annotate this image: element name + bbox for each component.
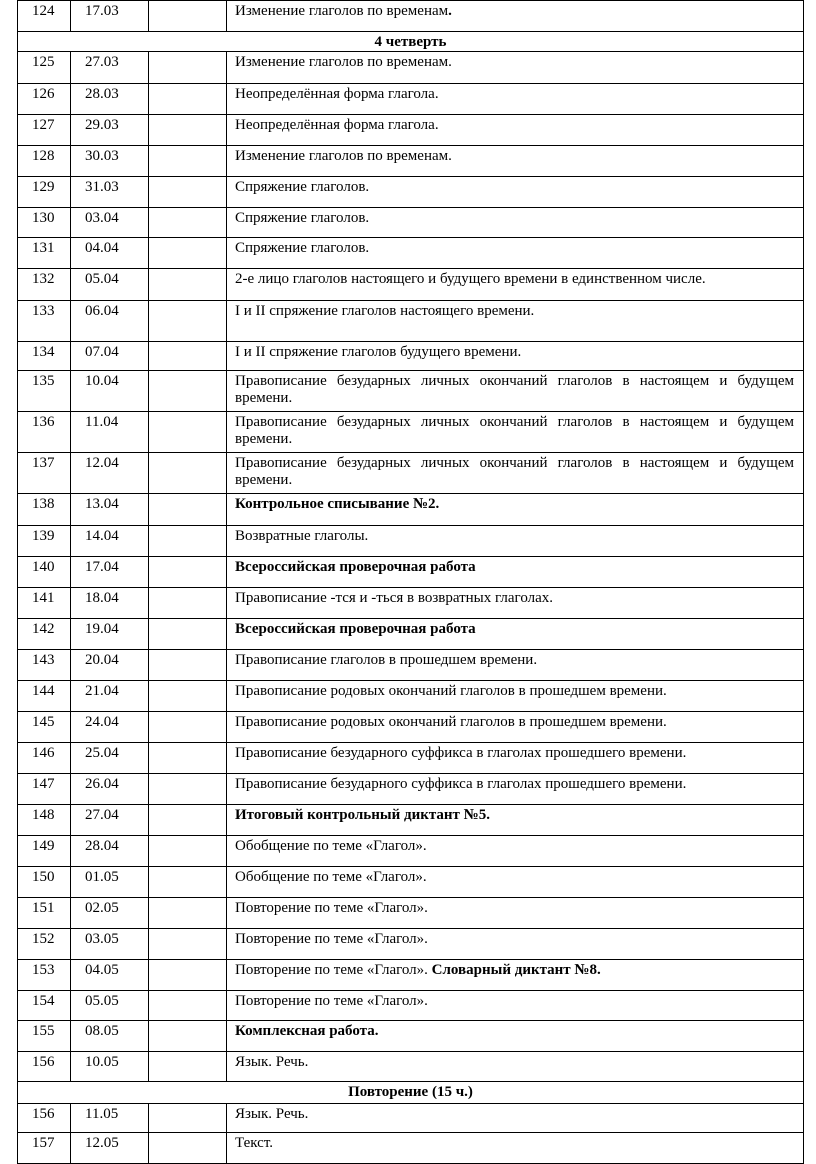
lesson-number: 124 [18,1,71,32]
lesson-topic [227,301,804,342]
topic-text: Текст. [235,1135,273,1151]
lesson-date: 19.04 [71,619,149,650]
lesson-number: 126 [18,84,71,115]
lesson-topic [227,342,804,371]
lesson-number: 130 [18,208,71,238]
table-row [18,929,804,960]
lesson-number: 134 [18,342,71,371]
lesson-topic [227,208,804,238]
lesson-topic [227,898,804,929]
empty-cell [149,526,227,557]
lesson-topic [227,371,804,412]
lesson-topic [227,146,804,177]
empty-cell [149,1,227,32]
lesson-topic [227,619,804,650]
lesson-date: 28.03 [71,84,149,115]
empty-cell [149,146,227,177]
lesson-date: 18.04 [71,588,149,619]
lesson-topic [227,681,804,712]
table-row [18,867,804,898]
lesson-topic [227,238,804,269]
lesson-number: 142 [18,619,71,650]
empty-cell [149,1052,227,1082]
table-row [18,269,804,301]
lesson-topic [227,712,804,743]
topic-bold-text: Всероссийская проверочная работа [235,559,476,575]
table-row [18,1104,804,1133]
empty-cell [149,238,227,269]
lesson-number: 138 [18,494,71,526]
lesson-topic [227,743,804,774]
lesson-topic [227,588,804,619]
table-row [18,805,804,836]
lesson-number: 155 [18,1021,71,1052]
lesson-number: 137 [18,453,71,494]
table-row [18,208,804,238]
lesson-number: 135 [18,371,71,412]
lesson-number: 139 [18,526,71,557]
lesson-number: 151 [18,898,71,929]
lesson-date: 20.04 [71,650,149,681]
topic-text: Спряжение глаголов. [235,210,370,226]
empty-cell [149,1104,227,1133]
empty-cell [149,712,227,743]
empty-cell [149,1133,227,1164]
table-row [18,115,804,146]
lesson-date: 13.04 [71,494,149,526]
table-row [18,371,804,412]
section-title: Повторение (15 ч.) [18,1082,804,1104]
lesson-date: 05.04 [71,269,149,301]
empty-cell [149,929,227,960]
topic-text: Возвратные глаголы. [235,528,369,544]
lesson-date: 11.04 [71,412,149,453]
table-row [18,301,804,342]
topic-text: Спряжение глаголов. [235,179,370,195]
topic-text: Повторение по теме «Глагол». [235,900,428,916]
topic-text: Изменение глаголов по временам. [235,54,452,70]
table-row [18,494,804,526]
lesson-topic [227,867,804,898]
lesson-number: 125 [18,52,71,84]
lesson-number: 131 [18,238,71,269]
lesson-date: 11.05 [71,1104,149,1133]
lesson-number: 145 [18,712,71,743]
lesson-date: 04.04 [71,238,149,269]
topic-bold-text: . [448,3,452,19]
lesson-date: 04.05 [71,960,149,991]
empty-cell [149,208,227,238]
topic-text: 2-е лицо глаголов настоящего и будущего времени в единственном числе. [235,271,706,287]
table-row [18,650,804,681]
lesson-topic [227,177,804,208]
lesson-date: 28.04 [71,836,149,867]
empty-cell [149,494,227,526]
lesson-date: 06.04 [71,301,149,342]
topic-text: Изменение глаголов по временам [235,3,449,19]
empty-cell [149,52,227,84]
lesson-number: 153 [18,960,71,991]
lesson-date: 05.05 [71,991,149,1021]
section-row [18,32,804,52]
lesson-topic [227,960,804,991]
lesson-number: 148 [18,805,71,836]
lesson-topic [227,991,804,1021]
table-row [18,712,804,743]
empty-cell [149,269,227,301]
topic-text: Язык. Речь. [235,1054,309,1070]
topic-bold-text: Комплексная работа. [235,1023,379,1039]
lesson-topic [227,1021,804,1052]
lesson-date: 14.04 [71,526,149,557]
lesson-number: 149 [18,836,71,867]
lesson-date: 17.04 [71,557,149,588]
table-row [18,681,804,712]
lesson-number: 127 [18,115,71,146]
empty-cell [149,743,227,774]
lesson-plan-table [17,0,804,1164]
lesson-date: 01.05 [71,867,149,898]
lesson-number: 129 [18,177,71,208]
lesson-number: 154 [18,991,71,1021]
table-row [18,238,804,269]
lesson-topic [227,269,804,301]
lesson-number: 128 [18,146,71,177]
empty-cell [149,681,227,712]
lesson-number: 144 [18,681,71,712]
empty-cell [149,650,227,681]
empty-cell [149,588,227,619]
lesson-date: 03.04 [71,208,149,238]
lesson-topic [227,526,804,557]
topic-bold-text: Контрольное списывание №2. [235,496,440,512]
lesson-date: 12.04 [71,453,149,494]
topic-text: Обобщение по теме «Глагол». [235,838,427,854]
lesson-date: 27.04 [71,805,149,836]
table-row [18,588,804,619]
lesson-number: 146 [18,743,71,774]
lesson-topic [227,52,804,84]
lesson-topic [227,1,804,32]
topic-text: Правописание глаголов в прошедшем времени. [235,652,538,668]
lesson-topic [227,1052,804,1082]
lesson-date: 27.03 [71,52,149,84]
topic-text: Правописание безударных личных окончаний глаголов в настоящем и будущем времени. [235,414,794,447]
table-row [18,1133,804,1164]
lesson-number: 152 [18,929,71,960]
table-row [18,177,804,208]
table-row [18,453,804,494]
lesson-topic [227,84,804,115]
topic-bold-text: Словарный диктант №8. [431,962,601,978]
empty-cell [149,342,227,371]
lesson-topic [227,412,804,453]
table-row [18,526,804,557]
topic-text: Повторение по теме «Глагол». [235,962,432,978]
topic-text: Спряжение глаголов. [235,240,370,256]
topic-text: Правописание -тся и -ться в возвратных глаголах. [235,590,554,606]
lesson-number: 156 [18,1104,71,1133]
table-row [18,146,804,177]
lesson-date: 07.04 [71,342,149,371]
topic-text: Изменение глаголов по временам. [235,148,452,164]
lesson-date: 26.04 [71,774,149,805]
table-row [18,991,804,1021]
lesson-date: 08.05 [71,1021,149,1052]
table-row [18,619,804,650]
lesson-date: 30.03 [71,146,149,177]
lesson-number: 147 [18,774,71,805]
empty-cell [149,177,227,208]
lesson-topic [227,929,804,960]
lesson-date: 29.03 [71,115,149,146]
empty-cell [149,805,227,836]
lesson-number: 136 [18,412,71,453]
lesson-date: 10.05 [71,1052,149,1082]
table-row [18,1021,804,1052]
empty-cell [149,867,227,898]
topic-text: I и II спряжение глаголов будущего времени. [235,344,522,360]
empty-cell [149,1021,227,1052]
topic-text: Правописание безударных личных окончаний глаголов в настоящем и будущем времени. [235,455,794,488]
lesson-topic [227,453,804,494]
empty-cell [149,115,227,146]
table-row [18,743,804,774]
lesson-date: 31.03 [71,177,149,208]
topic-text: Неопределённая форма глагола. [235,86,439,102]
lesson-date: 03.05 [71,929,149,960]
lesson-date: 10.04 [71,371,149,412]
lesson-date: 17.03 [71,1,149,32]
lesson-number: 132 [18,269,71,301]
topic-text: Обобщение по теме «Глагол». [235,869,427,885]
table-row [18,774,804,805]
topic-text: Неопределённая форма глагола. [235,117,439,133]
topic-text: Правописание безударного суффикса в глаголах прошедшего времени. [235,745,687,761]
lesson-topic [227,494,804,526]
lesson-topic [227,557,804,588]
lesson-date: 02.05 [71,898,149,929]
empty-cell [149,453,227,494]
lesson-date: 21.04 [71,681,149,712]
lesson-number: 141 [18,588,71,619]
lesson-number: 150 [18,867,71,898]
topic-bold-text: Всероссийская проверочная работа [235,621,476,637]
empty-cell [149,960,227,991]
empty-cell [149,774,227,805]
lesson-topic [227,650,804,681]
empty-cell [149,619,227,650]
topic-text: Правописание безударных личных окончаний глаголов в настоящем и будущем времени. [235,373,794,406]
lesson-date: 24.04 [71,712,149,743]
lesson-date: 12.05 [71,1133,149,1164]
lesson-number: 157 [18,1133,71,1164]
lesson-number: 133 [18,301,71,342]
empty-cell [149,898,227,929]
table-row [18,84,804,115]
lesson-number: 156 [18,1052,71,1082]
table-row [18,412,804,453]
lesson-topic [227,115,804,146]
lesson-topic [227,1133,804,1164]
empty-cell [149,557,227,588]
table-row [18,52,804,84]
topic-bold-text: Итоговый контрольный диктант №5. [235,807,490,823]
table-row [18,836,804,867]
section-title: 4 четверть [18,32,804,52]
table-row [18,1052,804,1082]
table-row [18,1,804,32]
lesson-topic [227,836,804,867]
table-row [18,342,804,371]
lesson-topic [227,1104,804,1133]
empty-cell [149,371,227,412]
empty-cell [149,991,227,1021]
lesson-date: 25.04 [71,743,149,774]
topic-text: Правописание родовых окончаний глаголов в прошедшем времени. [235,714,667,730]
empty-cell [149,301,227,342]
empty-cell [149,836,227,867]
section-row [18,1082,804,1104]
table-row [18,960,804,991]
topic-text: Повторение по теме «Глагол». [235,931,428,947]
lesson-rows [18,1,804,1164]
lesson-topic [227,805,804,836]
topic-text: Правописание безударного суффикса в глаголах прошедшего времени. [235,776,687,792]
topic-text: Повторение по теме «Глагол». [235,993,428,1009]
lesson-topic [227,774,804,805]
table-row [18,898,804,929]
empty-cell [149,84,227,115]
topic-text: Язык. Речь. [235,1106,309,1122]
lesson-number: 143 [18,650,71,681]
table-row [18,557,804,588]
topic-text: Правописание родовых окончаний глаголов в прошедшем времени. [235,683,667,699]
lesson-number: 140 [18,557,71,588]
empty-cell [149,412,227,453]
topic-text: I и II спряжение глаголов настоящего времени. [235,303,535,319]
